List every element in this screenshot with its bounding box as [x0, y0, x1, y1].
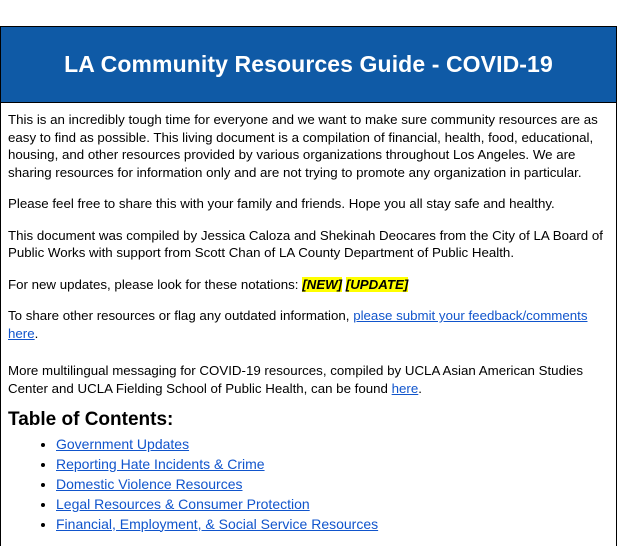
feedback-link[interactable]: please submit your feedback/comments here [8, 308, 588, 341]
toc-item [56, 455, 609, 473]
feedback-text: To share other resources or flag any outdated information, [8, 308, 354, 323]
toc-link-domestic-violence[interactable]: Domestic Violence Resources [56, 475, 243, 492]
notation-text: For new updates, please look for these notations: [8, 276, 303, 292]
toc-link-hate-incidents[interactable]: Reporting Hate Incidents & Crime [56, 455, 265, 472]
intro-paragraph: This is an incredibly tough time for everyone and we want to make sure community resources are as easy to find as possible. This living document is a compilation of financial, health, food, educational, housing, and other resources provided by various organizations throughout Los Angeles. We are sharing resources for information only and are not trying to promote any organization in particular. [8, 112, 598, 180]
toc-link-government-updates[interactable]: Government Updates [56, 435, 190, 452]
multilingual-link[interactable]: here [391, 380, 419, 396]
share-paragraph: Please feel free to share this with your family and friends. Hope you all stay safe and healthy. [8, 196, 555, 211]
notation-paragraph [8, 276, 609, 294]
multilingual-paragraph [8, 362, 609, 397]
toc-list [8, 435, 609, 533]
toc-heading: Table of Contents: [8, 409, 174, 430]
feedback-suffix: . [34, 325, 39, 341]
multilingual-suffix: . [418, 380, 422, 396]
document-body [1, 103, 616, 533]
multilingual-text: More multilingual messaging for COVID-19 resources, compiled by UCLA Asian American Studies Center and UCLA Fielding School of Public Health, can be found [8, 363, 583, 396]
toc-link-financial-resources[interactable]: Financial, Employment, & Social Service Resources [56, 515, 379, 532]
title-banner [1, 27, 616, 103]
toc-link-legal-resources[interactable]: Legal Resources & Consumer Protection [56, 495, 310, 512]
feedback-paragraph [8, 307, 609, 342]
page-title: LA Community Resources Guide - COVID-19 [64, 51, 553, 77]
document-page [0, 26, 617, 546]
toc-item [56, 435, 609, 453]
credits-paragraph: This document was compiled by Jessica Caloza and Shekinah Deocares from the City of LA Board of Public Works with support from Scott Chan of LA County Department of Public Health. [8, 227, 603, 260]
update-tag: [UPDATE] [345, 276, 409, 292]
toc-item [56, 495, 609, 513]
new-tag: [NEW] [302, 276, 343, 292]
toc-item [56, 475, 609, 493]
